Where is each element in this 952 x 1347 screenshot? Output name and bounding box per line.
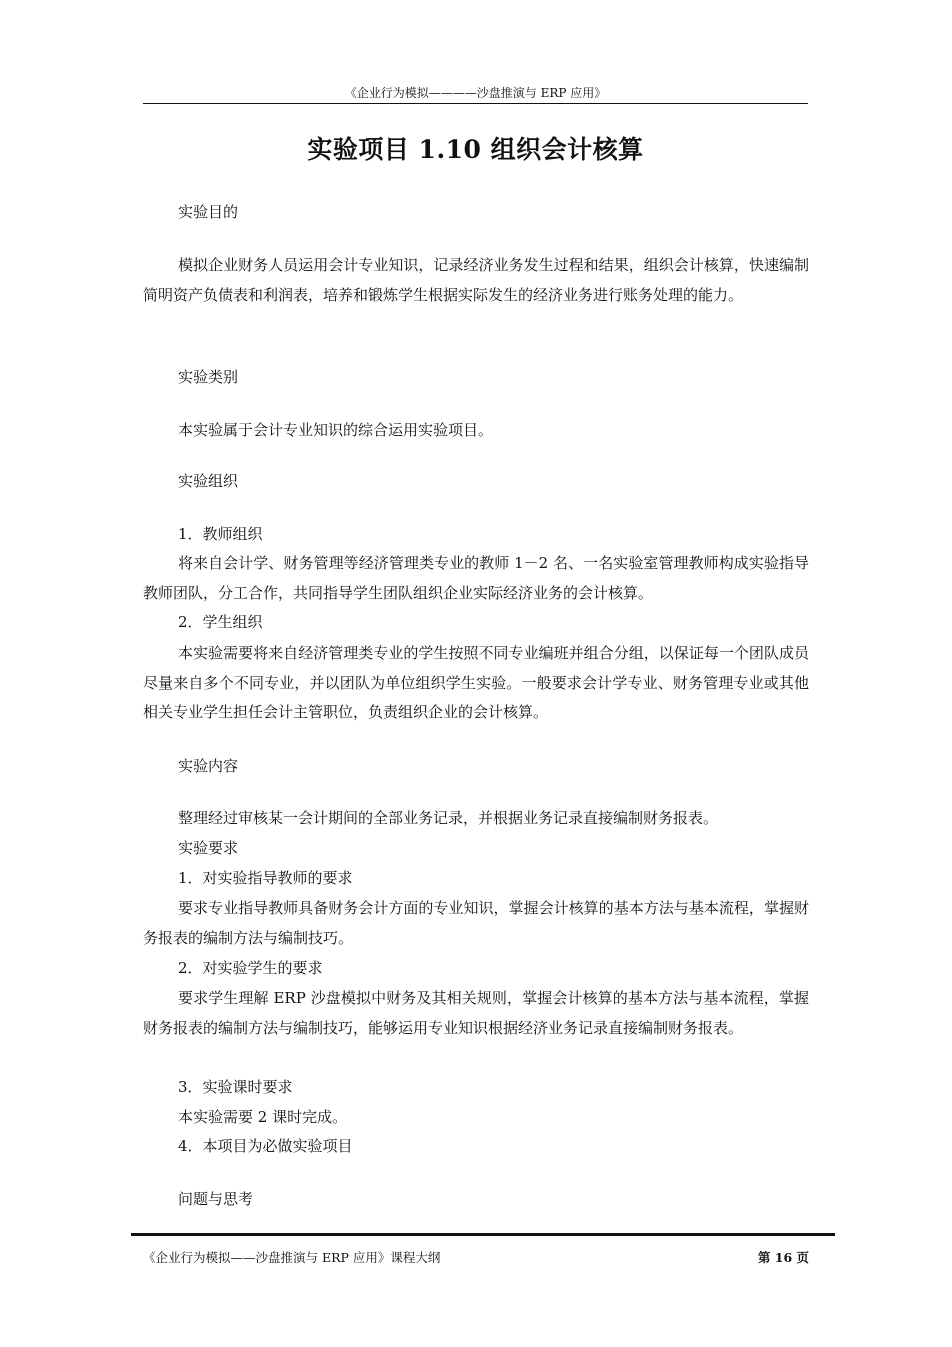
heading-requirements: 实验要求 [178,839,239,857]
paragraph-req1: 要求专业指导教师具备财务会计方面的专业知识，掌握会计核算的基本方法与基本流程，掌握财务报表的编制方法与编制技巧。 [143,899,809,947]
paragraph-req2: 要求学生理解 ERP 沙盘模拟中财务及其相关规则，掌握会计核算的基本方法与基本流程，掌握财务报表的编制方法与编制技巧，能够运用专业知识根据经济业务记录直接编制财务报表。 [143,989,809,1037]
paragraph-teacher-org: 将来自会计学、财务管理等经济管理类专业的教师 1－2 名、一名实验室管理教师构成实验指导教师团队，分工合作，共同指导学生团队组织企业实际经济业务的会计核算。 [143,554,809,602]
paragraph-req3: 本实验需要 2 课时完成。 [178,1108,348,1126]
heading-questions: 问题与思考 [178,1190,254,1208]
page-number: 第 16 页 [757,1250,809,1265]
heading-category: 实验类别 [178,368,239,386]
label-student-org: 2．学生组织 [178,613,263,631]
label-req2: 2．对实验学生的要求 [178,959,323,977]
running-header: 《企业行为模拟————沙盘推演与 ERP 应用》 [344,86,607,100]
paragraph-student-org: 本实验需要将来自经济管理类专业的学生按照不同专业编班并组合分组，以保证每一个团队成员尽量来自多个不同专业，并以团队为单位组织学生实验。一般要求会计学专业、财务管理专业或其他相关专业学生担任会计主管职位，负责组织企业的会计核算。 [143,644,809,722]
label-req1: 1．对实验指导教师的要求 [178,869,353,887]
header-rule [143,103,808,104]
footer-course-name: 《企业行为模拟——沙盘推演与 ERP 应用》课程大纲 [143,1250,441,1265]
paragraph-content: 整理经过审核某一会计期间的全部业务记录，并根据业务记录直接编制财务报表。 [178,809,719,827]
heading-purpose: 实验目的 [178,203,239,221]
label-req3: 3．实验课时要求 [178,1078,293,1096]
page-title: 实验项目 1.10 组织会计核算 [307,135,644,164]
heading-content: 实验内容 [178,757,239,775]
heading-organization: 实验组织 [178,472,239,490]
paragraph-category: 本实验属于会计专业知识的综合运用实验项目。 [178,421,494,439]
label-req4: 4．本项目为必做实验项目 [178,1137,353,1155]
label-teacher-org: 1．教师组织 [178,525,263,543]
paragraph-purpose: 模拟企业财务人员运用会计专业知识，记录经济业务发生过程和结果，组织会计核算，快速编制简明资产负债表和利润表，培养和锻炼学生根据实际发生的经济业务进行账务处理的能力。 [143,256,809,304]
footer-rule [131,1233,835,1236]
